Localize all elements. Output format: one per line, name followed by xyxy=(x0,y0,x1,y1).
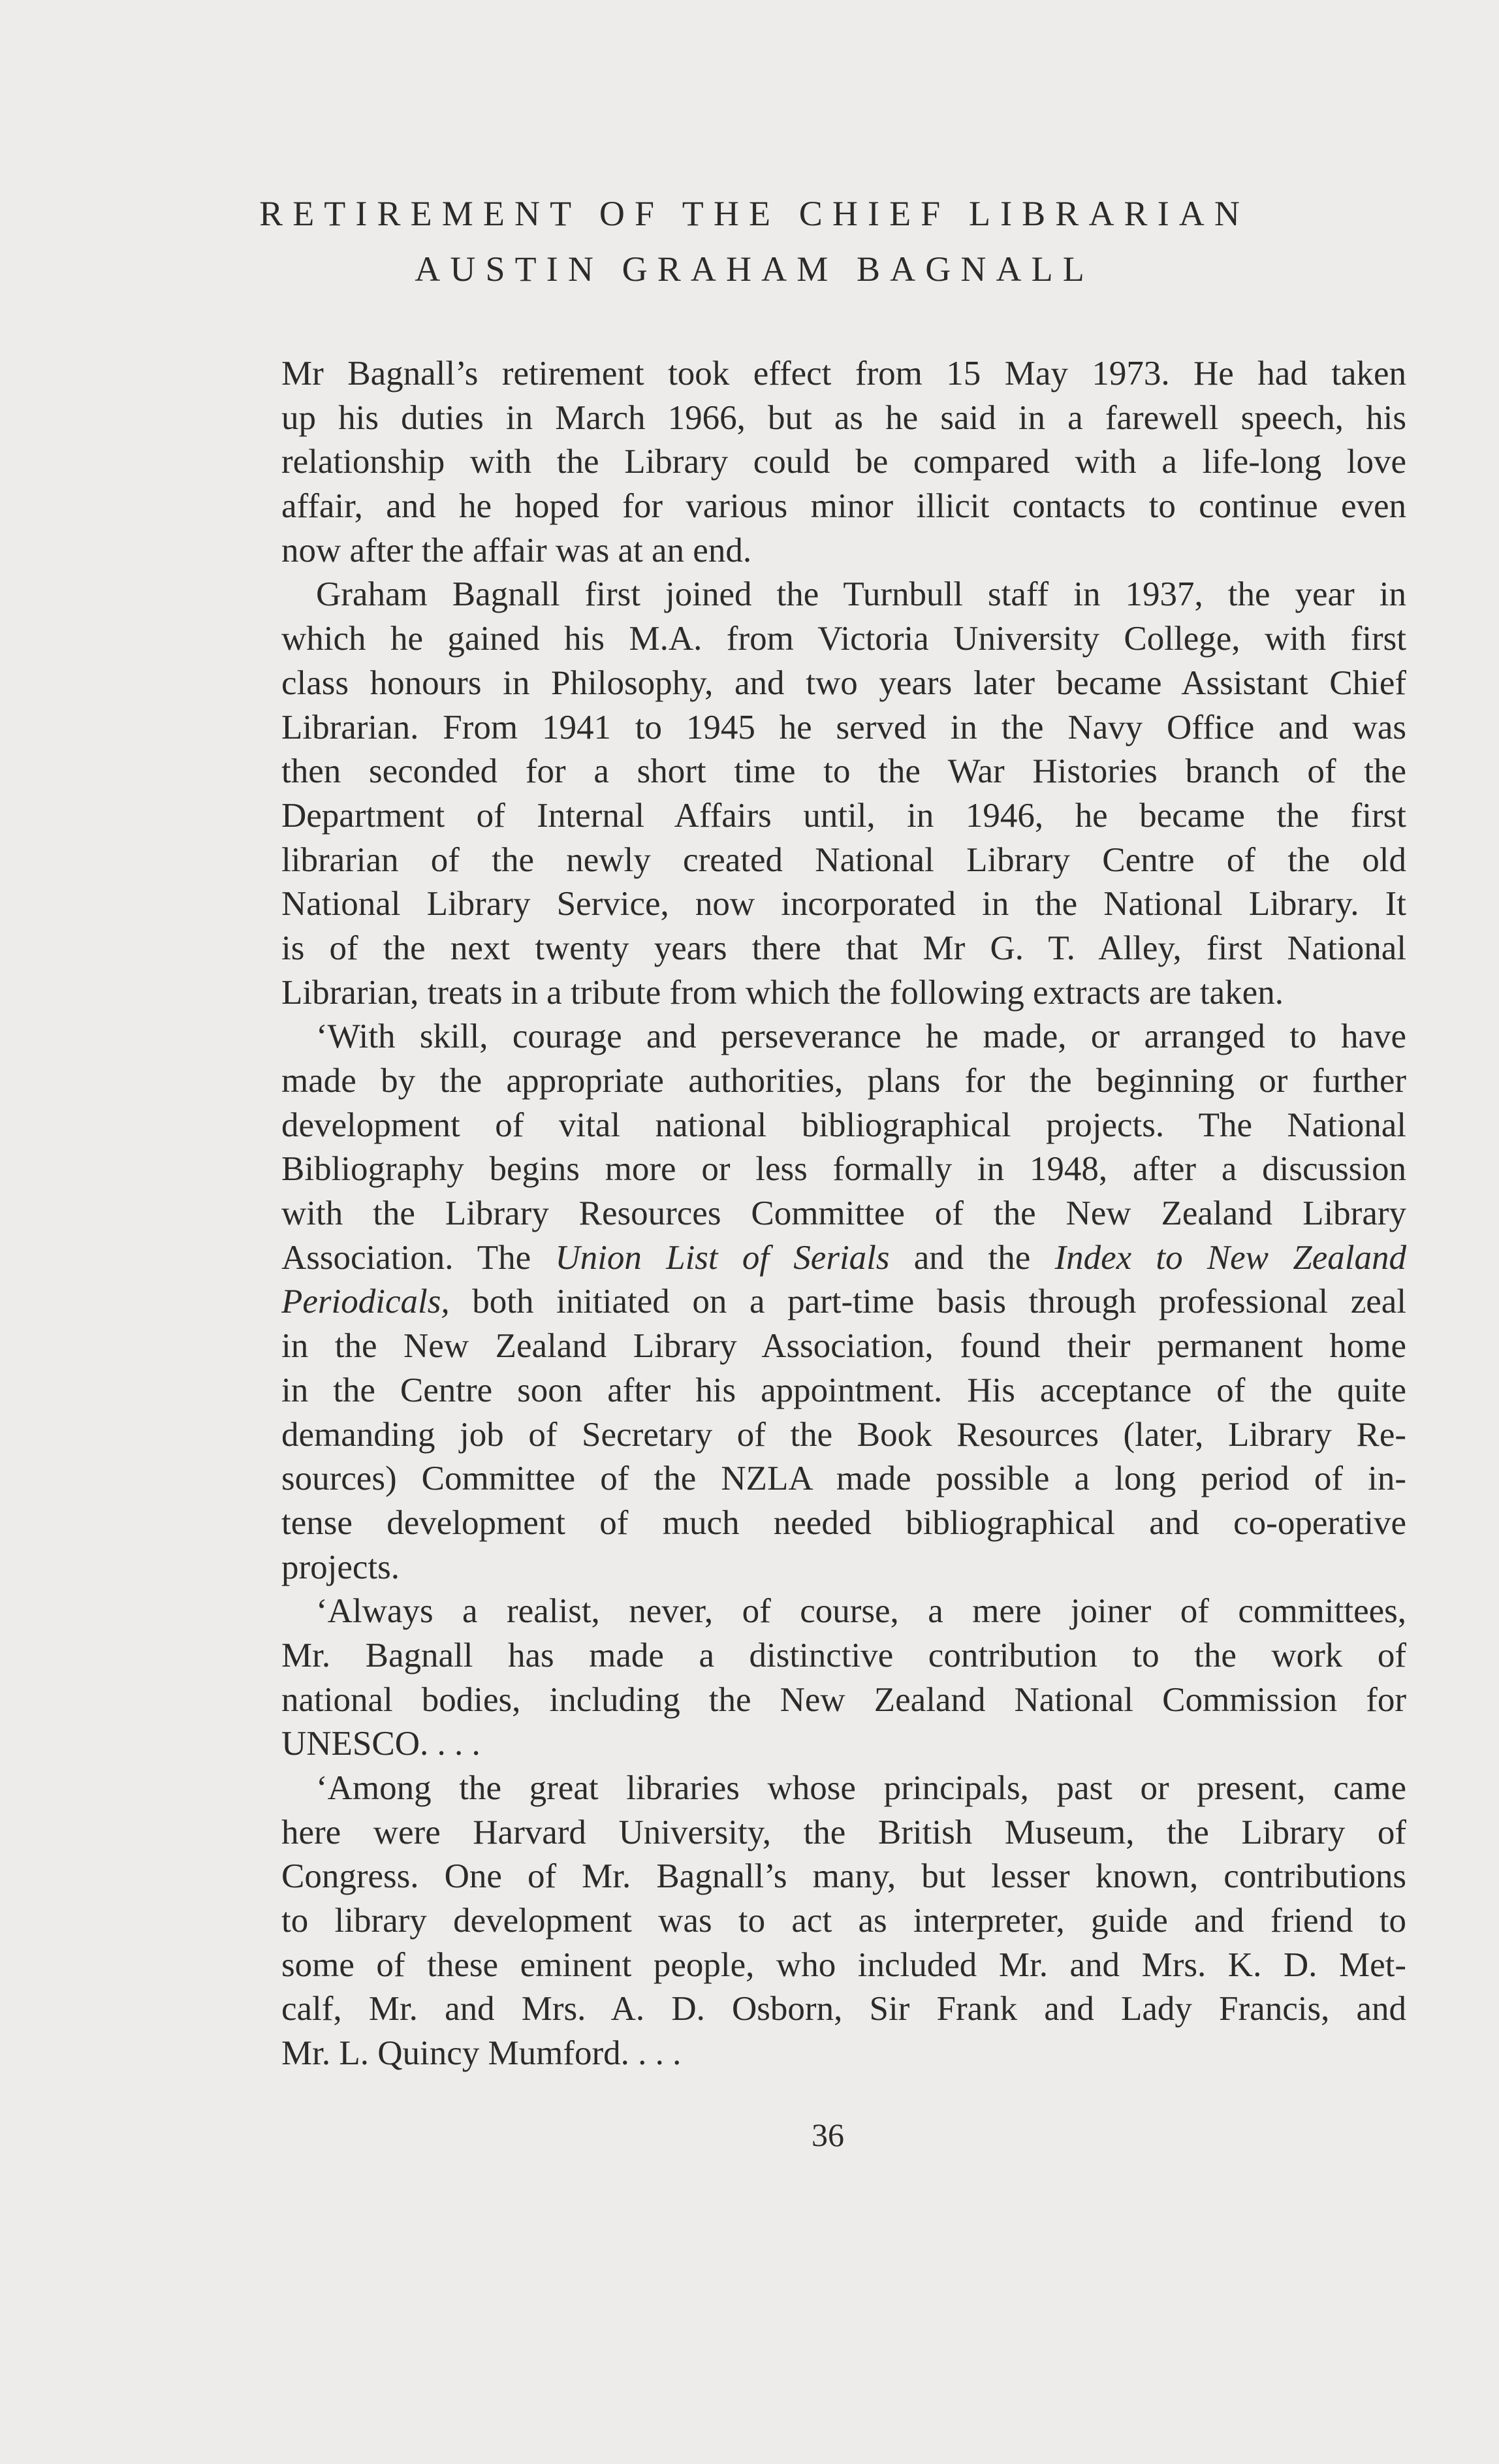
text-line: class honours in Philosophy, and two years later became Assistant Chief xyxy=(281,664,1406,702)
text-segment: both initiated on a part-time basis through professional zeal xyxy=(449,1283,1406,1321)
text-line: to library development was to act as interpreter, guide and friend to xyxy=(281,1902,1406,1940)
italic-title: Index to New Zealand xyxy=(1054,1238,1406,1277)
text-line: UNESCO. . . . xyxy=(281,1725,481,1763)
text-line: which he gained his M.A. from Victoria University College, with first xyxy=(281,620,1406,658)
text-line: Mr Bagnall’s retirement took effect from 15 May 1973. He had taken xyxy=(281,355,1406,392)
article-body xyxy=(281,352,1406,2076)
text-line: sources) Committee of the NZLA made possible a long period of in- xyxy=(281,1460,1406,1498)
text-line: Graham Bagnall first joined the Turnbull staff in 1937, the year in xyxy=(316,575,1406,614)
text-line: demanding job of Secretary of the Book Resources (later, Library Re- xyxy=(281,1415,1406,1454)
text-line: in the Centre soon after his appointment. His acceptance of the quite xyxy=(281,1371,1406,1409)
text-line: national bodies, including the New Zealand National Commission for xyxy=(281,1680,1406,1719)
text-line: Librarian. From 1941 to 1945 he served in the Navy Office and was xyxy=(281,708,1406,746)
text-line: Bibliography begins more or less formally in 1948, after a discussion xyxy=(281,1150,1406,1189)
italic-title: Periodicals, xyxy=(281,1283,450,1321)
text-line: development of vital national bibliographical projects. The National xyxy=(281,1106,1406,1144)
text-line: librarian of the newly created National Library Centre of the old xyxy=(281,840,1406,879)
paragraph xyxy=(281,1767,1406,2076)
text-line: with the Library Resources Committee of the New Zealand Library xyxy=(281,1194,1406,1233)
paragraph xyxy=(281,1590,1406,1767)
text-line: then seconded for a short time to the War Histories branch of the xyxy=(281,752,1406,791)
text-line: calf, Mr. and Mrs. A. D. Osborn, Sir Frank and Lady Francis, and xyxy=(281,1990,1406,2028)
paragraph xyxy=(281,573,1406,1015)
text-line xyxy=(281,1236,1406,1281)
paragraph xyxy=(281,1015,1406,1590)
text-line: some of these eminent people, who included Mr. and Mrs. K. D. Met- xyxy=(281,1945,1406,1984)
text-line: in the New Zealand Library Association, found their permanent home xyxy=(281,1327,1406,1366)
page-number: 36 xyxy=(812,2117,844,2153)
text-line: Congress. One of Mr. Bagnall’s many, but lesser known, contributions xyxy=(281,1857,1406,1896)
text-line: tense development of much needed bibliographical and co-operative xyxy=(281,1503,1406,1542)
text-line: affair, and he hoped for various minor illicit contacts to continue even xyxy=(281,487,1406,526)
text-line: projects. xyxy=(281,1548,400,1586)
text-segment: Association. The xyxy=(281,1238,556,1277)
text-line: ‘Always a realist, never, of course, a mere joiner of committees, xyxy=(316,1592,1406,1631)
text-line: Mr. L. Quincy Mumford. . . . xyxy=(281,2034,682,2073)
paragraph xyxy=(281,352,1406,573)
text-line: Department of Internal Affairs until, in 1946, he became the first xyxy=(281,796,1406,835)
text-line: made by the appropriate authorities, plans for the beginning or further xyxy=(281,1062,1406,1100)
text-line: Librarian, treats in a tribute from which the following extracts are taken. xyxy=(281,973,1284,1012)
text-line: here were Harvard University, the British Museum, the Library of xyxy=(281,1813,1406,1851)
text-line xyxy=(281,1280,1406,1324)
text-segment: and the xyxy=(889,1238,1055,1277)
text-line: ‘Among the great libraries whose principals, past or present, came xyxy=(316,1769,1406,1807)
text-line: up his duties in March 1966, but as he said in a farewell speech, his xyxy=(281,398,1406,437)
text-line: ‘With skill, courage and perseverance he made, or arranged to have xyxy=(316,1017,1406,1056)
text-line: is of the next twenty years there that Mr G. T. Alley, first National xyxy=(281,929,1406,967)
text-line: now after the affair was at an end. xyxy=(281,531,752,569)
text-line: relationship with the Library could be compared with a life-long love xyxy=(281,443,1406,481)
text-line: National Library Service, now incorporated in the National Library. It xyxy=(281,885,1406,923)
text-line: Mr. Bagnall has made a distinctive contribution to the work of xyxy=(281,1636,1406,1674)
article-subtitle: AUSTIN GRAHAM BAGNALL xyxy=(415,249,1094,289)
article-title: RETIREMENT OF THE CHIEF LIBRARIAN xyxy=(259,194,1250,233)
italic-title: Union List of Serials xyxy=(555,1238,890,1277)
